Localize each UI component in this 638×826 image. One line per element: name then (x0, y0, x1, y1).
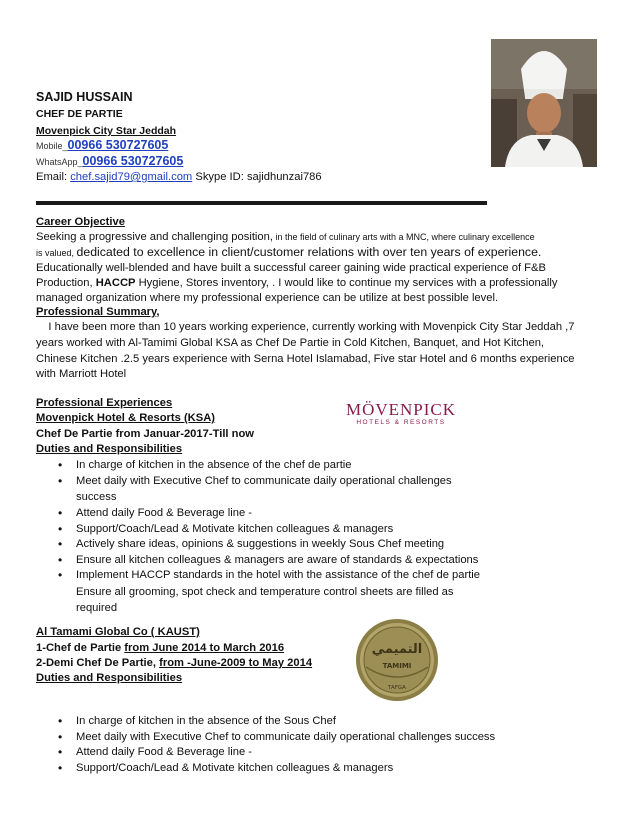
duty-continuation: success (76, 491, 117, 503)
experiences-heading: Professional Experiences (36, 397, 173, 409)
duty-continuation: Ensure all grooming, spot check and temperature control sheets are filled as (76, 586, 454, 598)
movenpick-logo (340, 401, 462, 429)
objective-line-3: Educationally well-blended and have built a successful career gaining wide practical experience of F&B (36, 262, 546, 274)
list-item: • Support/Coach/Lead & Motivate kitchen colleagues & managers (58, 522, 480, 538)
email-line (36, 170, 322, 186)
mobile-label: Mobile_ (36, 141, 68, 151)
movenpick-logo-subtext: HOTELS & RESORTS (356, 419, 446, 426)
summary-line-3: Chinese Kitchen .2.5 years experience with Serna Hotel Islamabad, Five star Hotel and 6 months experience (36, 353, 575, 365)
list-item: • Implement HACCP standards in the hotel with the assistance of the chef de partie (58, 568, 480, 584)
email-label: Email: (36, 171, 71, 183)
objective-text: Seeking a progressive and challenging position, (36, 231, 273, 243)
objective-text: dedicated to excellence in client/customer relations with over ten years of experience. (76, 245, 542, 259)
objective-text: in the field of culinary arts with a MNC, where culinary excellence (272, 232, 535, 242)
seal-tamimi-text: TAMIMI (382, 662, 412, 670)
duties-heading-1: Duties and Responsibilities (36, 443, 183, 455)
list-item: • Attend daily Food & Beverage line - (58, 745, 495, 761)
candidate-name: SAJID HUSSAIN (36, 90, 133, 104)
objective-text: Hygiene, Stores inventory, . I would like to continue my services with a professionally (135, 277, 558, 289)
skype-id: Skype ID: sajidhunzai786 (192, 171, 322, 183)
seal-arabic-text: التميمي (371, 642, 423, 657)
duties-heading-2: Duties and Responsibilities (36, 672, 183, 684)
list-item: • Actively share ideas, opinions & suggestions in weekly Sous Chef meeting (58, 537, 480, 553)
header-divider (36, 201, 487, 205)
tamimi-seal-logo (354, 617, 440, 703)
movenpick-logo-text: MÖVENPICK (345, 400, 457, 419)
list-item: • Support/Coach/Lead & Motivate kitchen colleagues & managers (58, 761, 495, 777)
summary-heading-suffix: , (156, 306, 160, 318)
seal-tafga-text: TAFGA (388, 685, 406, 691)
objective-line-4 (36, 276, 557, 292)
whatsapp-number[interactable]: 00966 530727605 (82, 154, 184, 168)
objective-text: is valued, (36, 248, 77, 258)
role-text: 1-Chef de Partie (36, 642, 125, 654)
summary-line-1: I have been more than 10 years working experience, currently working with Movenpick City Star Jeddah ,7 (36, 321, 575, 333)
duties-list-2 (58, 714, 495, 776)
summary-line-2: years worked with Al-Tamimi Global KSA as Chef De Partie in Cold Kitchen, Banquet, and Hot Kitchen, (36, 337, 545, 349)
current-employer: Movenpick City Star Jeddah (36, 125, 177, 137)
mobile-line (36, 138, 168, 155)
company-tamimi: Al Tamami Global Co ( KAUST) (36, 626, 200, 638)
list-item: • Ensure all kitchen colleagues & managers are aware of standards & expectations (58, 553, 480, 569)
objective-line-2 (36, 245, 541, 262)
role-tamimi-2 (36, 656, 312, 672)
whatsapp-label: WhatsApp_ (36, 157, 83, 167)
duties-list-1b (58, 506, 480, 584)
mobile-number[interactable]: 00966 530727605 (67, 138, 169, 152)
duties-list-1 (58, 458, 452, 489)
email-link[interactable]: chef.sajid79@gmail.com (70, 171, 193, 183)
career-objective-heading: Career Objective (36, 216, 125, 228)
whatsapp-line (36, 154, 183, 171)
company-movenpick: Movenpick Hotel & Resorts (KSA) (36, 412, 216, 424)
summary-heading (36, 305, 160, 321)
list-item: • In charge of kitchen in the absence of the chef de partie (58, 458, 452, 474)
objective-text: HACCP (95, 277, 136, 289)
profile-photo (491, 39, 597, 167)
role-dates: from -June-2009 to May 2014 (159, 657, 313, 669)
objective-text: Production, (36, 277, 96, 289)
summary-heading-text: Professional Summary (36, 306, 157, 318)
role-dates: from June 2014 to March 2016 (124, 642, 285, 654)
role-movenpick: Chef De Partie from Januar-2017-Till now (36, 428, 255, 440)
duty-continuation: required (76, 602, 118, 614)
role-tamimi-1 (36, 641, 284, 657)
role-text: 2-Demi Chef De Partie, (36, 657, 160, 669)
list-item: • Meet daily with Executive Chef to communicate daily operational challenges success (58, 730, 495, 746)
job-title: CHEF DE PARTIE (36, 108, 123, 120)
list-item: • In charge of kitchen in the absence of the Sous Chef (58, 714, 495, 730)
list-item: • Attend daily Food & Beverage line - (58, 506, 480, 522)
objective-line-5: managed organization where my professional experience can be utilize at best possible level. (36, 292, 499, 304)
list-item: • Meet daily with Executive Chef to communicate daily operational challenges (58, 474, 452, 490)
summary-line-4: with Marriott Hotel (36, 368, 127, 380)
objective-line-1 (36, 230, 535, 246)
